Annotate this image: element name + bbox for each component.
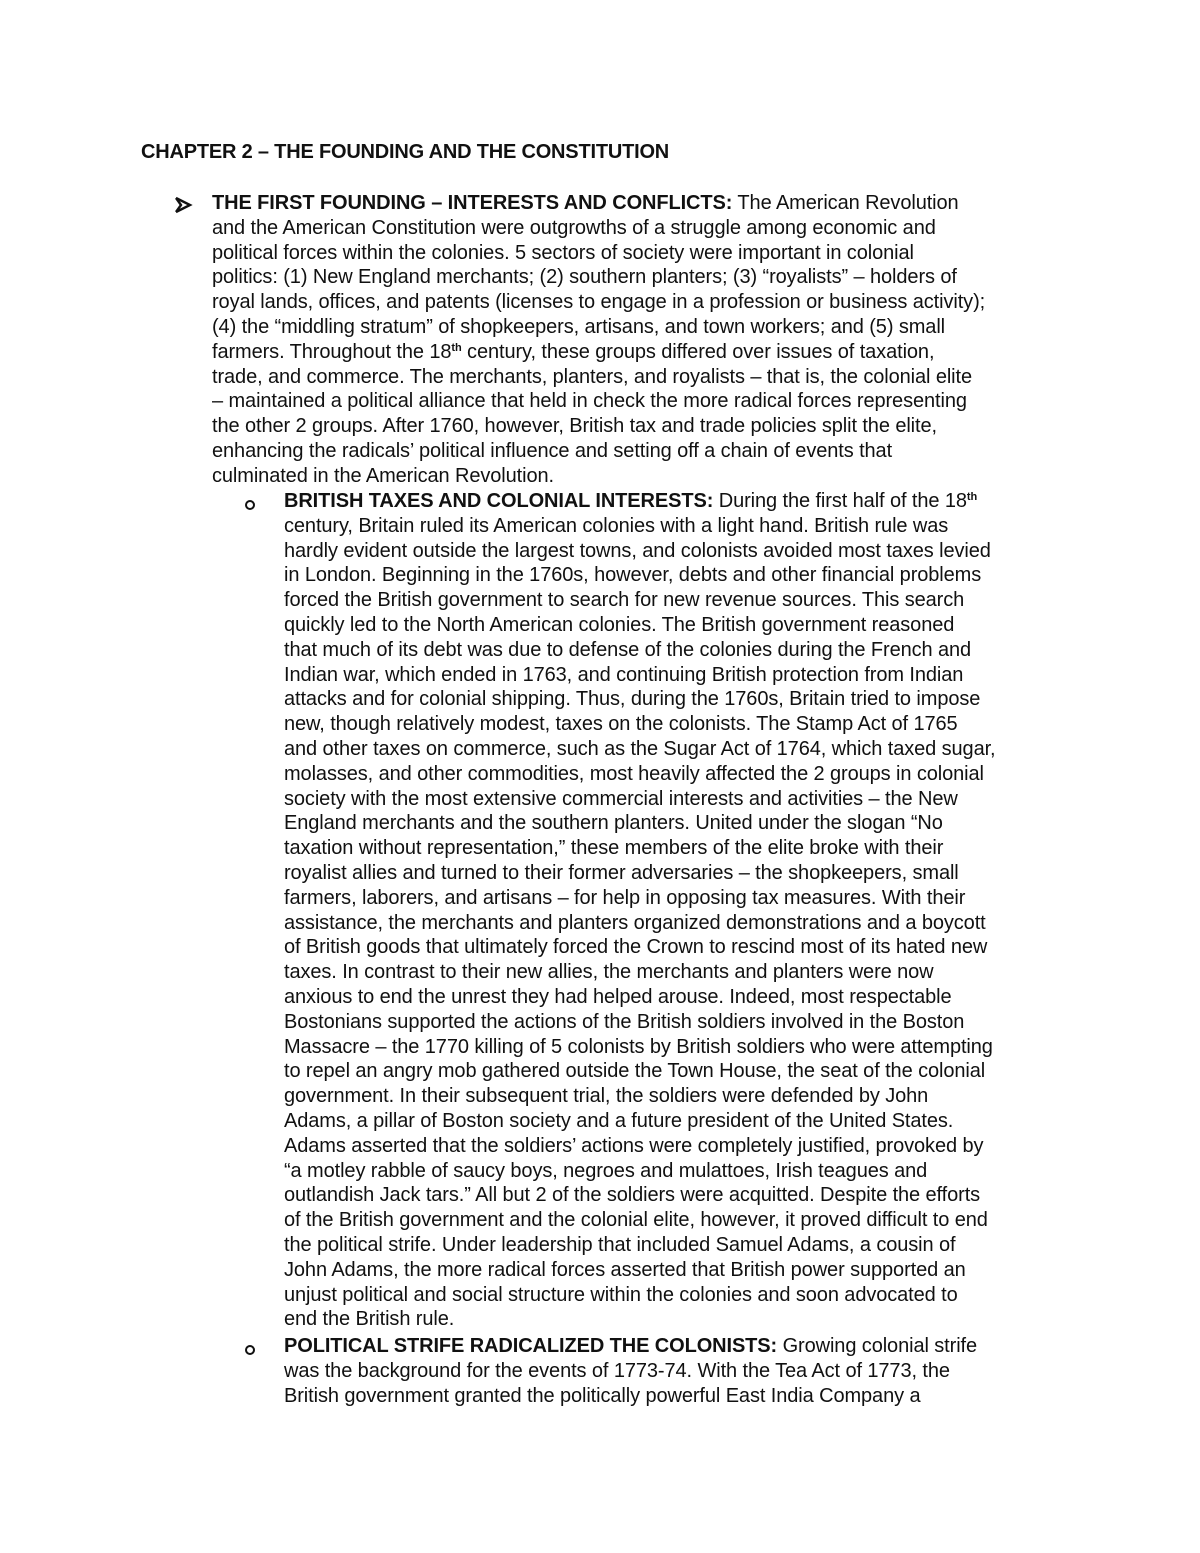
ordinal-superscript: th <box>451 341 462 354</box>
text-line: molasses, and other commodities, most heavily affected the 2 groups in colonial <box>284 762 984 785</box>
section-heading: BRITISH TAXES AND COLONIAL INTERESTS: <box>284 490 714 512</box>
text-line: and other taxes on commerce, such as the Sugar Act of 1764, which taxed sugar, <box>284 737 996 760</box>
text-line: assistance, the merchants and planters organized demonstrations and a boycott <box>284 911 986 934</box>
text-line: to repel an angry mob gathered outside the Town House, the seat of the colonial <box>284 1060 986 1083</box>
text-line: forced the British government to search for new revenue sources. This search <box>284 589 965 612</box>
text-line: of British goods that ultimately forced the Crown to rescind most of its hated new <box>284 936 988 959</box>
text-line: Bostonians supported the actions of the British soldiers involved in the Boston <box>284 1010 965 1033</box>
text-line: hardly evident outside the largest towns, and colonists avoided most taxes levied <box>284 539 991 562</box>
text-line: government. In their subsequent trial, the soldiers were defended by John <box>284 1085 929 1108</box>
text-line: POLITICAL STRIFE RADICALIZED THE COLONISTS: Growing colonial strife <box>284 1335 978 1357</box>
text-line: Adams, a pillar of Boston society and a future president of the United States. <box>284 1109 954 1132</box>
text-line: BRITISH TAXES AND COLONIAL INTERESTS: During the first half of the 18th <box>284 490 978 512</box>
ordinal-superscript: th <box>966 491 978 503</box>
text-line: century, Britain ruled its American colonies with a light hand. British rule was <box>284 514 949 537</box>
text-line: of the British government and the colonial elite, however, it proved difficult to end <box>284 1209 988 1232</box>
text-line: John Adams, the more radical forces asserted that British power supported an <box>284 1258 966 1281</box>
text-line: – maintained a political alliance that held in check the more radical forces representing <box>212 390 967 413</box>
circle-bullet-icon <box>245 1345 255 1355</box>
section-political-strife <box>284 1334 1074 1408</box>
text-line: unjust political and social structure within the colonies and soon advocated to <box>284 1283 958 1306</box>
text-line: royal lands, offices, and patents (licenses to engage in a profession or business activity); <box>212 291 986 314</box>
text-line: THE FIRST FOUNDING – INTERESTS AND CONFLICTS: The American Revolution <box>212 192 959 214</box>
text-line: political forces within the colonies. 5 sectors of society were important in colonial <box>212 241 914 264</box>
text-line: end the British rule. <box>284 1308 455 1331</box>
text-line: new, though relatively modest, taxes on the colonists. The Stamp Act of 1765 <box>284 713 958 736</box>
chapter-title: CHAPTER 2 – THE FOUNDING AND THE CONSTITUTION <box>141 141 670 163</box>
text-line: Indian war, which ended in 1763, and continuing British protection from Indian <box>284 663 964 686</box>
text-line: taxes. In contrast to their new allies, the merchants and planters were now <box>284 961 934 984</box>
text-line: the other 2 groups. After 1760, however, British tax and trade policies split the elite, <box>212 415 937 438</box>
circle-bullet-icon <box>245 500 255 510</box>
section-british-taxes <box>284 489 1074 1332</box>
text-line: England merchants and the southern planters. United under the slogan “No <box>284 812 943 835</box>
text-line: anxious to end the unrest they had helped arouse. Indeed, most respectable <box>284 985 952 1008</box>
text-line: Massacre – the 1770 killing of 5 colonists by British soldiers who were attempting <box>284 1035 993 1058</box>
text-line: and the American Constitution were outgrowths of a struggle among economic and <box>212 216 936 239</box>
text-line: British government granted the politically powerful East India Company a <box>284 1384 921 1407</box>
text-line: attacks and for colonial shipping. Thus, during the 1760s, Britain tried to impose <box>284 688 981 711</box>
arrow-bullet-icon <box>173 196 193 214</box>
section-heading: POLITICAL STRIFE RADICALIZED THE COLONISTS: <box>284 1335 778 1357</box>
text-line: “a motley rabble of saucy boys, negroes and mulattoes, Irish teagues and <box>284 1159 928 1182</box>
paragraph-lines <box>284 514 1074 1332</box>
section-heading: THE FIRST FOUNDING – INTERESTS AND CONFLICTS: <box>212 192 733 214</box>
paragraph-lines <box>284 1359 1074 1409</box>
text-line: trade, and commerce. The merchants, planters, and royalists – that is, the colonial elite <box>212 365 973 388</box>
text-line: quickly led to the North American colonies. The British government reasoned <box>284 613 955 636</box>
text-line: farmers. Throughout the 18th century, these groups differed over issues of taxation, <box>212 340 935 363</box>
text-line: politics: (1) New England merchants; (2) southern planters; (3) “royalists” – holders of <box>212 266 957 289</box>
section-first-founding <box>212 191 1072 489</box>
text-line: the political strife. Under leadership that included Samuel Adams, a cousin of <box>284 1233 956 1256</box>
text-line: royalist allies and turned to their former adversaries – the shopkeepers, small <box>284 861 959 884</box>
text-line: society with the most extensive commercial interests and activities – the New <box>284 787 958 810</box>
text-line: enhancing the radicals’ political influence and setting off a chain of events that <box>212 439 893 462</box>
text-line: outlandish Jack tars.” All but 2 of the soldiers were acquitted. Despite the efforts <box>284 1184 981 1207</box>
text-line: in London. Beginning in the 1760s, however, debts and other financial problems <box>284 564 982 587</box>
text-line: was the background for the events of 1773-74. With the Tea Act of 1773, the <box>284 1359 950 1382</box>
text-line: taxation without representation,” these members of the elite broke with their <box>284 837 944 860</box>
text-line: culminated in the American Revolution. <box>212 464 554 487</box>
text-line: that much of its debt was due to defense of the colonies during the French and <box>284 638 972 661</box>
text-line: farmers, laborers, and artisans – for help in opposing tax measures. With their <box>284 886 966 909</box>
text-line: (4) the “middling stratum” of shopkeepers, artisans, and town workers; and (5) small <box>212 315 946 338</box>
text-line: Adams asserted that the soldiers’ actions were completely justified, provoked by <box>284 1134 984 1157</box>
